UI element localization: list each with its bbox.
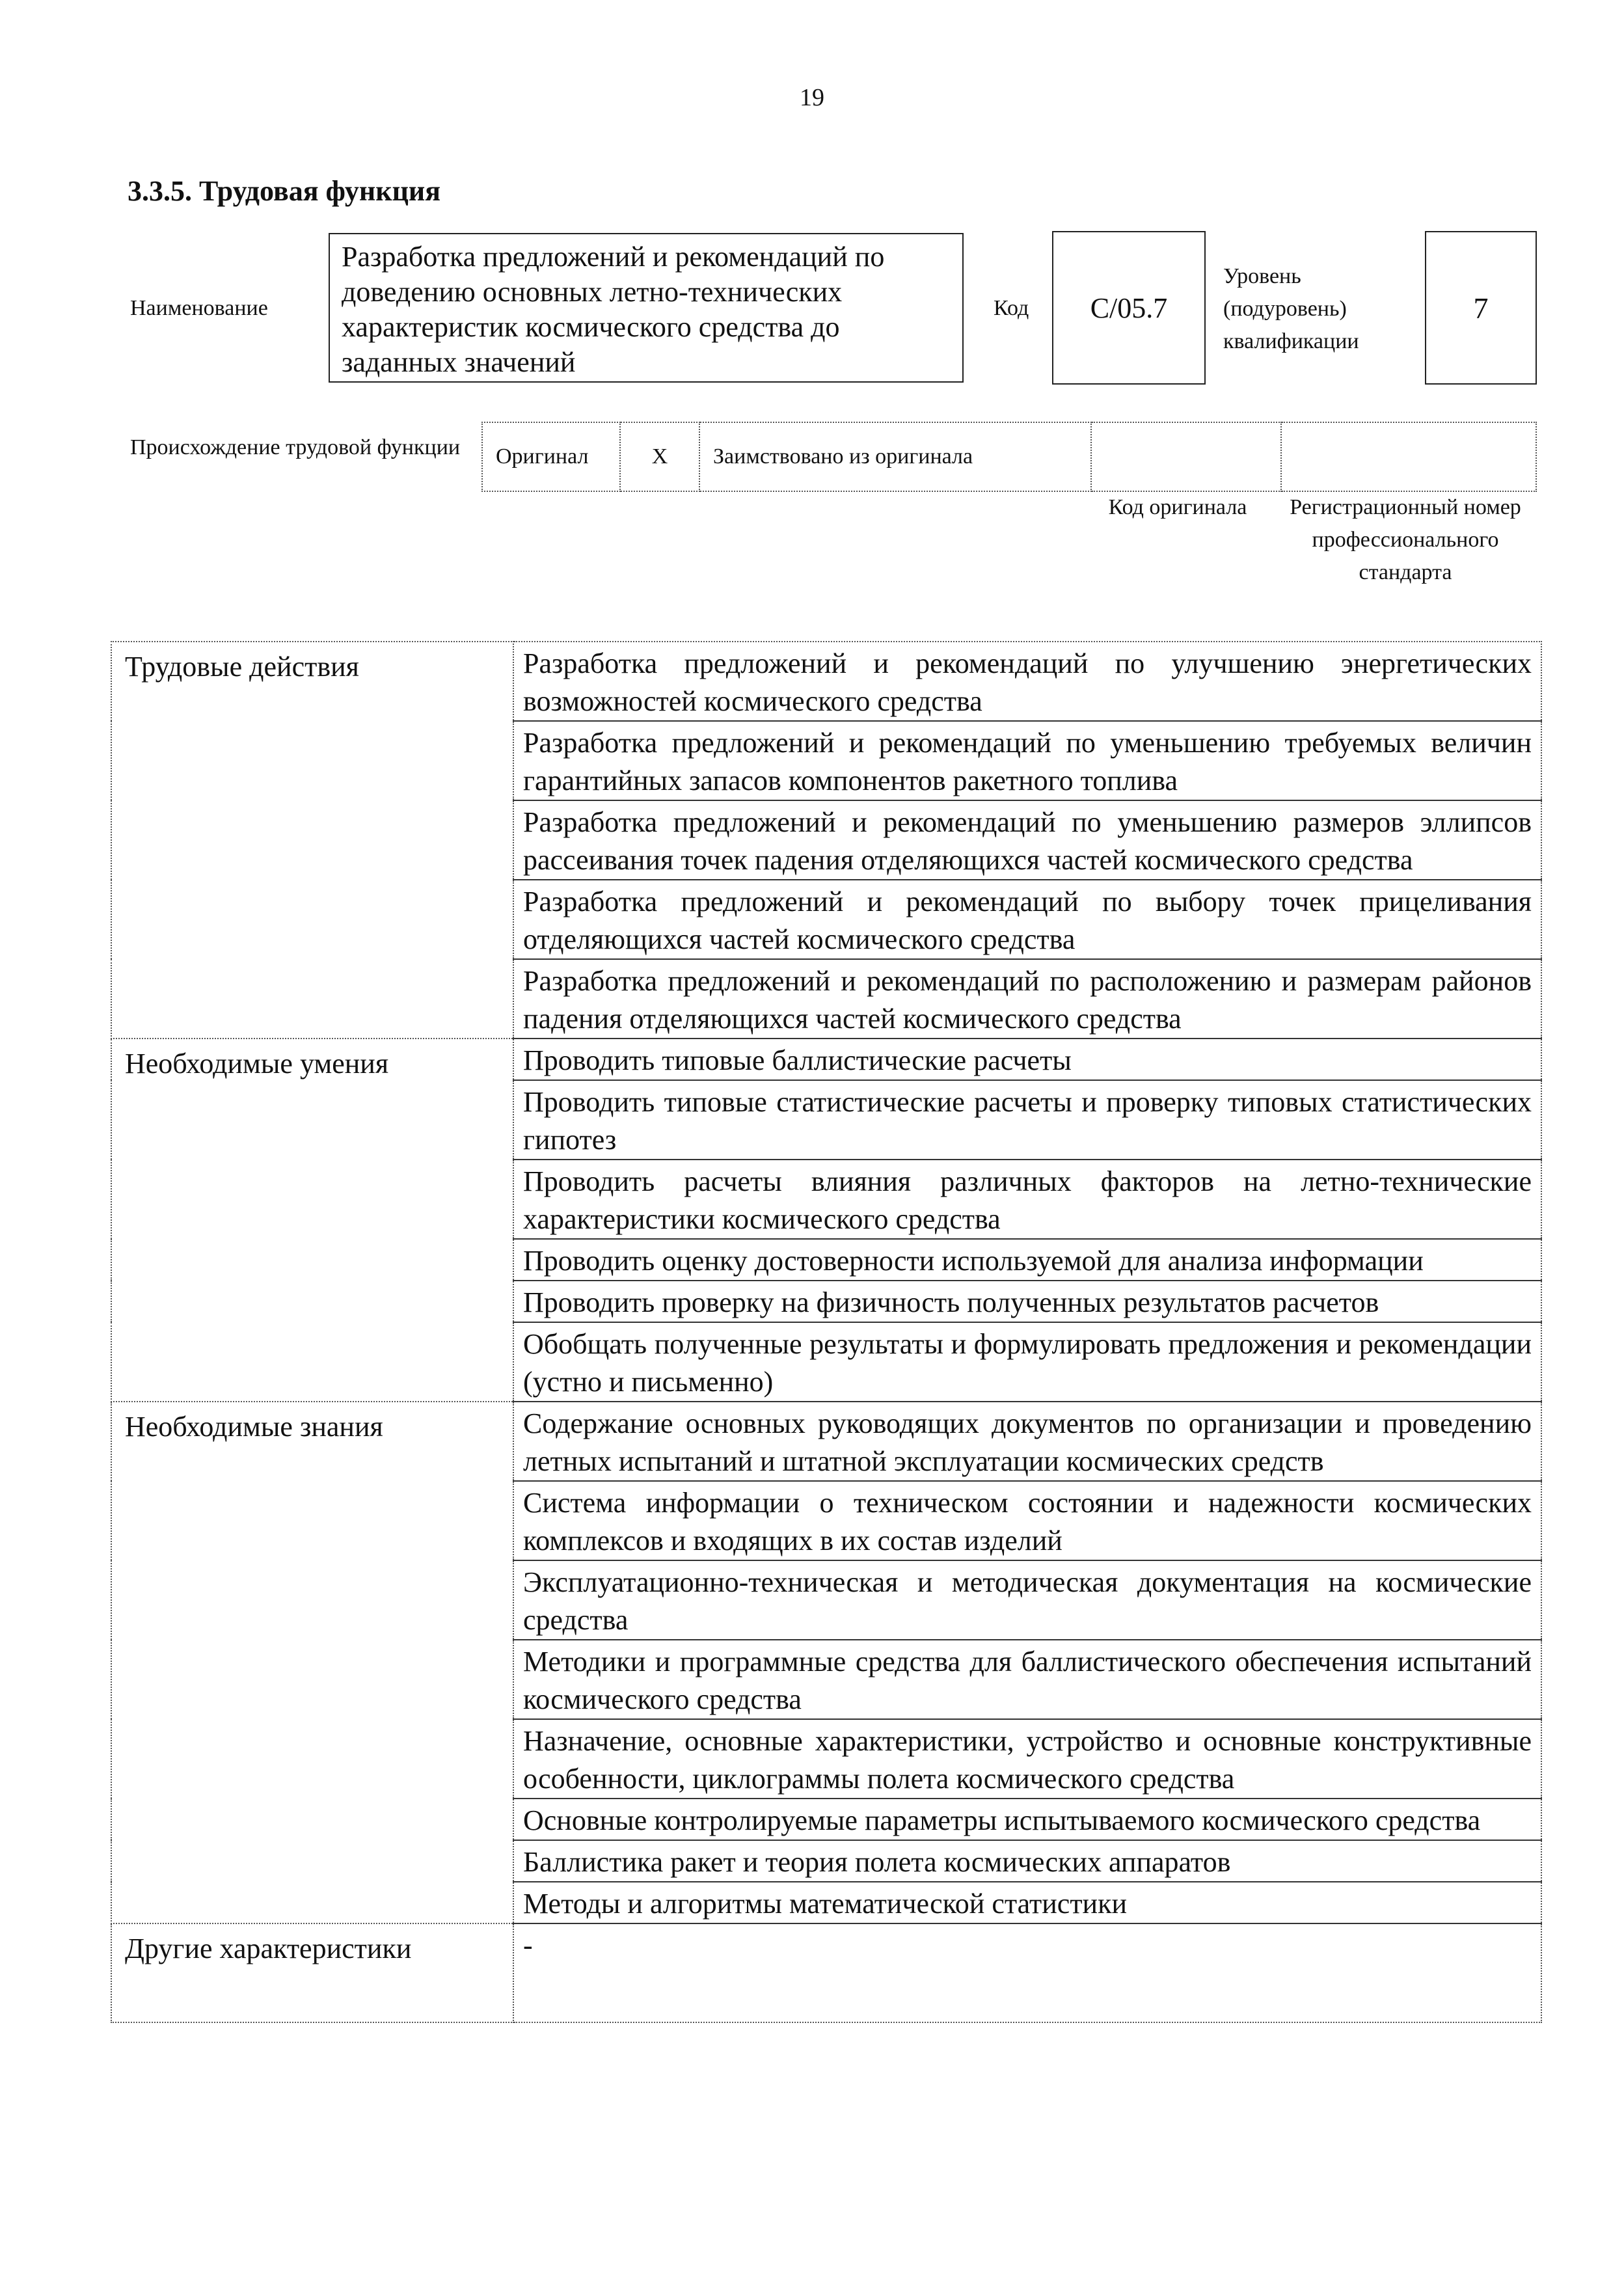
code-value-box: C/05.7 — [1052, 231, 1206, 385]
function-name-box: Разработка предложений и рекомендаций по доведению основных летно-технических характеристик космического средства до заданных значений — [329, 233, 964, 383]
origin-borrowed-label: Заимствовано из оригинала — [699, 422, 1091, 491]
origin-reg-caption: Регистрационный номер профессионального стандарта — [1290, 495, 1521, 584]
level-value-box: 7 — [1425, 231, 1537, 385]
origin-code-cell — [1091, 422, 1281, 491]
section-title: 3.3.5. Трудовая функция — [128, 175, 441, 207]
section-item: Методики и программные средства для баллистического обеспечения испытаний космического средства — [513, 1640, 1541, 1719]
section-item: Разработка предложений и рекомендаций по выбору точек прицеливания отделяющихся частей космического средства — [513, 880, 1541, 959]
table-row — [111, 642, 1541, 721]
origin-original-label: Оригинал — [482, 422, 620, 491]
section-item: Содержание основных руководящих документов по организации и проведению летных испытаний и штатной эксплуатации космических средств — [513, 1402, 1541, 1481]
section-item: Разработка предложений и рекомендаций по уменьшению размеров эллипсов рассеивания точек падения отделяющихся частей космического средства — [513, 800, 1541, 880]
section-item: Проводить оценку достоверности используемой для анализа информации — [513, 1239, 1541, 1281]
code-label: Код — [994, 296, 1029, 320]
section-item: Проводить типовые баллистические расчеты — [513, 1039, 1541, 1080]
section-item: Проводить типовые статистические расчеты и проверку типовых статистических гипотез — [513, 1080, 1541, 1160]
section-item: Система информации о техническом состоянии и надежности космических комплексов и входящих в их состав изделий — [513, 1481, 1541, 1560]
section-item: Методы и алгоритмы математической статистики — [513, 1882, 1541, 1923]
page-number: 19 — [800, 84, 824, 111]
other-value: - — [513, 1923, 1541, 2022]
section-item: Баллистика ракет и теория полета космических аппаратов — [513, 1840, 1541, 1882]
origin-table — [481, 422, 1537, 492]
section-item: Разработка предложений и рекомендаций по уменьшению требуемых величин гарантийных запасов компонентов ракетного топлива — [513, 721, 1541, 800]
origin-reg-cell — [1281, 422, 1536, 491]
section-heading: Трудовые действия — [111, 642, 513, 1039]
table-row — [111, 1402, 1541, 1481]
section-item: Разработка предложений и рекомендаций по улучшению энергетических возможностей космического средства — [513, 642, 1541, 721]
section-item: Основные контролируемые параметры испытываемого космического средства — [513, 1799, 1541, 1840]
table-row — [111, 1039, 1541, 1080]
other-heading: Другие характеристики — [111, 1923, 513, 2022]
section-heading: Необходимые знания — [111, 1402, 513, 1923]
table-row — [111, 1923, 1541, 2022]
section-item: Проводить расчеты влияния различных факторов на летно-технические характеристики космического средства — [513, 1160, 1541, 1239]
section-heading: Необходимые умения — [111, 1039, 513, 1402]
section-item: Обобщать полученные результаты и формулировать предложения и рекомендации (устно и письменно) — [513, 1322, 1541, 1402]
name-label: Наименование — [130, 296, 268, 320]
function-table — [111, 641, 1542, 2023]
section-item: Эксплуатационно-техническая и методическая документация на космические средства — [513, 1560, 1541, 1640]
origin-original-mark: X — [620, 422, 699, 491]
origin-label: Происхождение трудовой функции — [130, 435, 461, 459]
origin-code-caption: Код оригинала — [1108, 495, 1247, 519]
level-label: Уровень (подуровень) квалификации — [1223, 264, 1359, 353]
section-item: Назначение, основные характеристики, устройство и основные конструктивные особенности, циклограммы полета космического средства — [513, 1719, 1541, 1799]
section-item: Разработка предложений и рекомендаций по расположению и размерам районов падения отделяющихся частей космического средства — [513, 959, 1541, 1039]
section-item: Проводить проверку на физичность полученных результатов расчетов — [513, 1281, 1541, 1322]
